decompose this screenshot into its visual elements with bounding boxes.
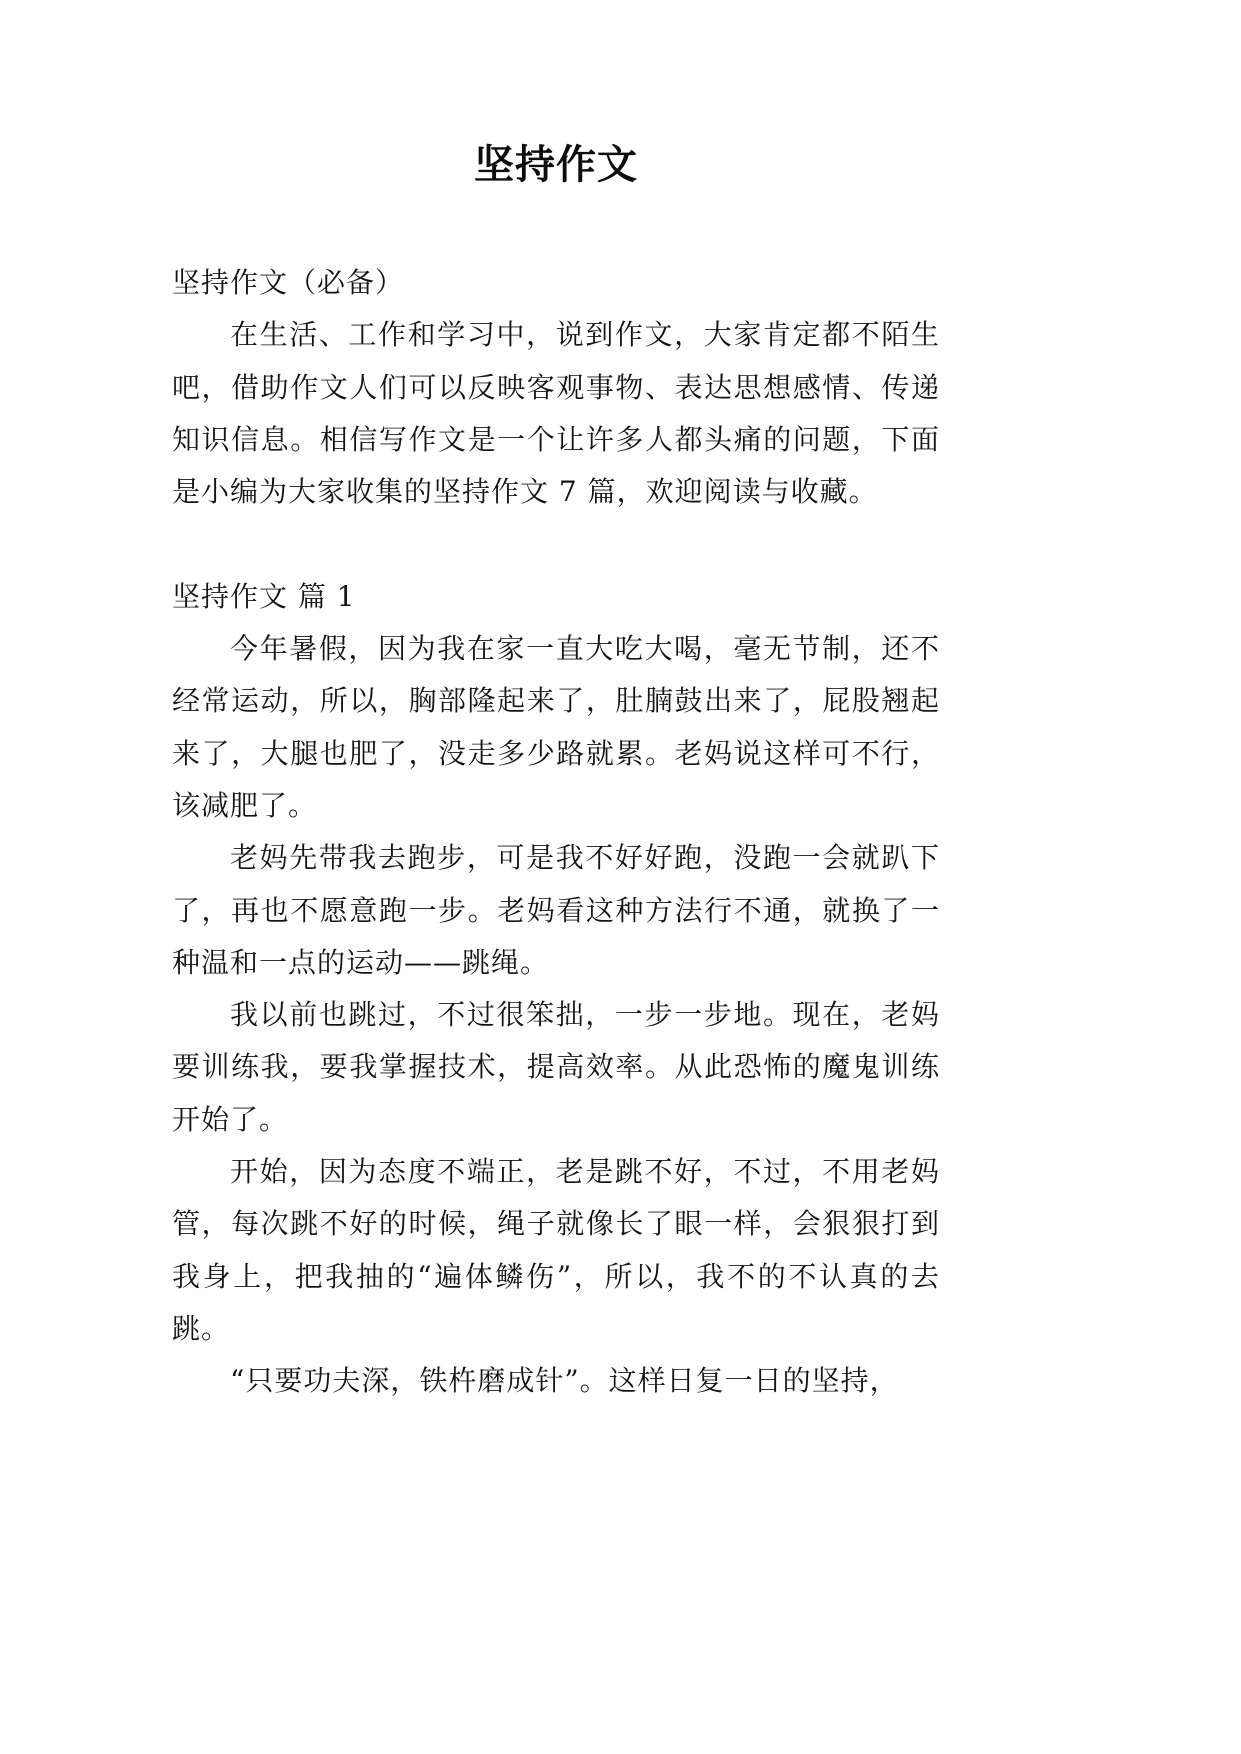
paragraph-line: 来了，大腿也肥了，没走多少路就累。老妈说这样可不行， — [172, 736, 940, 770]
document-body — [172, 257, 940, 1408]
paragraph-line: 经常运动，所以，胸部隆起来了，肚腩鼓出来了，屁股翘起 — [172, 684, 940, 718]
paragraph-line: 是小编为大家收集的坚持作文 7 篇，欢迎阅读与收藏。 — [172, 475, 878, 509]
paragraph — [172, 623, 940, 832]
paragraph-line: 跳。 — [172, 1311, 231, 1345]
paragraph — [172, 989, 940, 1146]
paragraph-line: 我身上，把我抽的“遍体鳞伤”，所以，我不的不认真的去 — [172, 1259, 940, 1293]
paragraph-line: 开始，因为态度不端正，老是跳不好，不过，不用老妈 — [230, 1155, 940, 1189]
paragraph-line: 在生活、工作和学习中，说到作文，大家肯定都不陌生 — [230, 318, 940, 352]
paragraph — [172, 1355, 940, 1407]
paragraph-line: 种温和一点的运动——跳绳。 — [172, 945, 550, 979]
paragraph-line: 老妈先带我去跑步，可是我不好好跑，没跑一会就趴下 — [230, 841, 940, 875]
paragraph — [172, 832, 940, 989]
paragraph-line: 今年暑假，因为我在家一直大吃大喝，毫无节制，还不 — [230, 632, 940, 666]
paragraph-line: 开始了。 — [172, 1102, 289, 1136]
paragraph-line: 管，每次跳不好的时候，绳子就像长了眼一样，会狠狠打到 — [172, 1207, 940, 1241]
paragraph-line: 了，再也不愿意跑一步。老妈看这种方法行不通，就换了一 — [172, 893, 940, 927]
paragraph — [172, 1146, 940, 1355]
essay-section — [172, 571, 940, 1408]
paragraph-line: 吧，借助作文人们可以反映客观事物、表达思想感情、传递 — [172, 370, 940, 404]
intro-block — [172, 309, 940, 518]
section-heading: 坚持作文 篇 1 — [172, 579, 356, 613]
paragraph-line: 要训练我，要我掌握技术，提高效率。从此恐怖的魔鬼训练 — [172, 1050, 940, 1084]
paragraph-line: “只要功夫深，铁杵磨成针”。这样日复一日的坚持， — [230, 1364, 899, 1398]
document-title: 坚持作文 — [474, 141, 638, 188]
document-subtitle: 坚持作文（必备） — [172, 266, 405, 299]
paragraph — [172, 309, 940, 518]
sections-block — [172, 571, 940, 1408]
paragraph-line: 我以前也跳过，不过很笨拙，一步一步地。现在，老妈 — [230, 998, 940, 1032]
paragraph-line: 该减肥了。 — [172, 788, 318, 822]
paragraph-line: 知识信息。相信写作文是一个让许多人都头痛的问题，下面 — [172, 422, 940, 456]
